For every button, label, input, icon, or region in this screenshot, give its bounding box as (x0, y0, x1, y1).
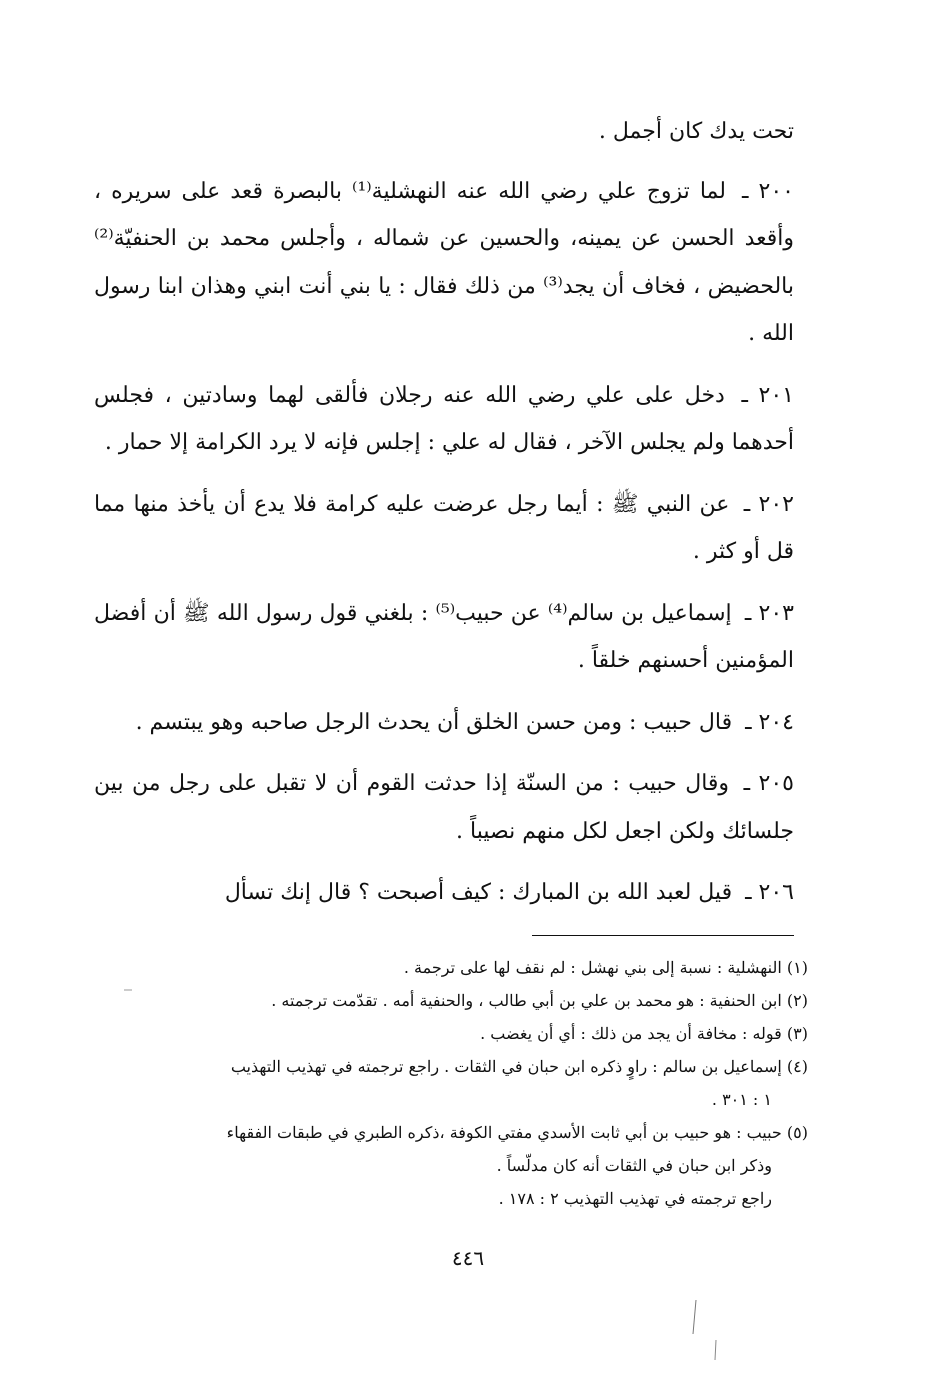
main-text (94, 108, 794, 931)
footnote-1: (١) النهشلية : نسبة إلى بني نهشل : لم نقف لها على ترجمة . (403, 958, 808, 977)
entry-206 (94, 869, 794, 917)
footnote-5-continuation: وذكر ابن حبان في الثقات أنه كان مدلّساً . (496, 1156, 772, 1175)
footnote-4: (٤) إسماعيل بن سالم : راوٍ ذكره ابن حبان في الثقات . راجع ترجمته في تهذيب التهذيب (230, 1057, 808, 1076)
entry-number: ٢٠٢ ـ (743, 491, 794, 517)
paragraph-continuation (94, 108, 794, 156)
entry-number: ٢٠٣ ـ (744, 600, 794, 626)
entry-201 (94, 372, 794, 467)
footnote-3: (٣) قوله : مخافة أن يجد من ذلك : أي أن يغضب . (480, 1024, 808, 1043)
entry-text: قال حبيب : ومن حسن الخلق أن يحدث الرجل صاحبه وهو يبتسم . (135, 709, 733, 735)
entry-202 (94, 481, 794, 576)
entry-203 (94, 590, 794, 685)
entry-number: ٢٠١ ـ (741, 382, 794, 408)
scan-mark (693, 1300, 696, 1334)
footnote-2: (٢) ابن الحنفية : هو محمد بن علي بن أبي طالب ، والحنفية أمه . تقدّمت ترجمته . (271, 991, 808, 1010)
page-number: ٤٤٦ (451, 1246, 485, 1270)
footnote-divider (532, 935, 794, 936)
entry-number: ٢٠٠ ـ (742, 178, 794, 204)
entry-number: ٢٠٥ ـ (743, 771, 794, 796)
entry-number: ٢٠٤ ـ (745, 709, 794, 735)
footnote-5-reference: راجع ترجمته في تهذيب التهذيب ٢ : ١٧٨ . (498, 1189, 772, 1208)
footnote-5: (٥) حبيب : هو حبيب بن أبي ثابت الأسدي مفتي الكوفة ،ذكره الطبري في طبقات الفقهاء (226, 1123, 808, 1142)
footnotes (94, 951, 808, 1215)
scan-mark (715, 1340, 716, 1360)
entry-text: دخل على علي رضي الله عنه رجلان فألقى لهما وسادتين ، فجلس أحدهما ولم يجلس الآخر ، فقال له علي : إجلس فإنه لا يرد الكرامة إلا حمار . (94, 382, 794, 455)
entry-text: إسماعيل بن سالم⁽⁴⁾ عن حبيب⁽⁵⁾ : بلغني قول رسول الله ﷺ أن أفضل المؤمنين أحسنهم خلقاً . (94, 600, 794, 673)
entry-204 (94, 699, 794, 747)
entry-text: قيل لعبد الله بن المبارك : كيف أصبحت ؟ قال إنك تسأل (224, 880, 733, 905)
entry-text: وقال حبيب : من السنّة إذا حدثت القوم أن لا تقبل على رجل من بين جلسائك ولكن اجعل لكل منهم نصيباً . (94, 771, 794, 844)
entry-text: عن النبي ﷺ : أيما رجل عرضت عليه كرامة فلا يدع أن يأخذ منها مما قل أو كثر . (94, 491, 794, 564)
entry-number: ٢٠٦ ـ (745, 880, 794, 905)
footnote-4-continuation: ١ : ٣٠١ . (711, 1090, 772, 1109)
entry-205 (94, 760, 794, 855)
paragraph-text: تحت يدك كان أجمل . (598, 119, 794, 144)
entry-text: لما تزوج علي رضي الله عنه النهشلية⁽¹⁾ بالبصرة قعد على سريره ، وأقعد الحسن عن يمينه، والحسين عن شماله ، وأجلس محمد بن الحنفيّة⁽²⁾ بالحضيض ، فخاف أن يجد⁽³⁾ من ذلك فقال : يا بني أنت ابني وهذان ابنا رسول الله . (94, 178, 794, 346)
entry-200 (94, 168, 794, 358)
